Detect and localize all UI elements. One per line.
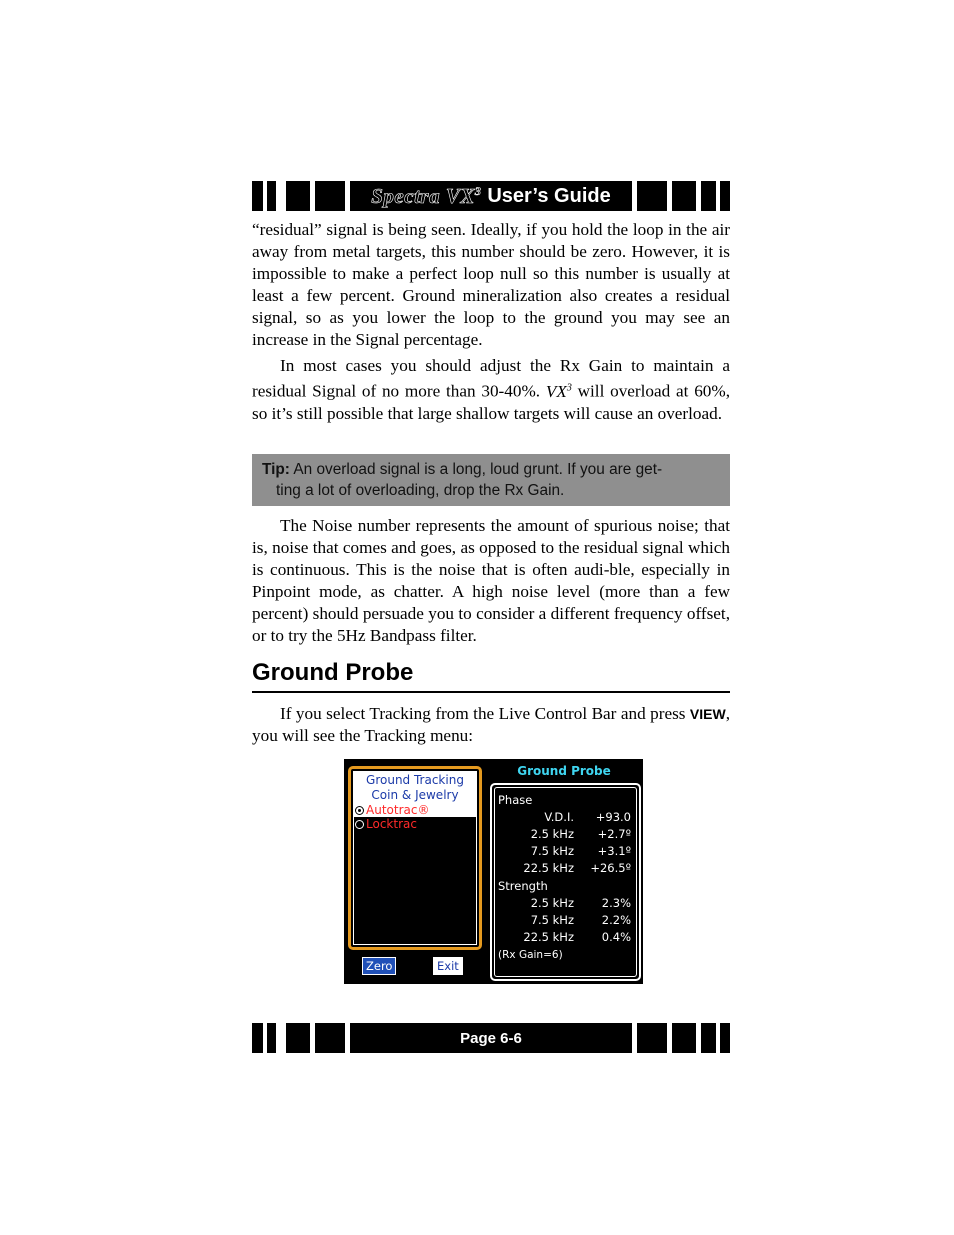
paragraph-residual: “residual” signal is being seen. Ideally, if you hold the loop in the air away from metal targets, this number should be zero. However, it is impossible to make a perfect loop null so this number is usually at least a few percent. Ground mineralization also creates a residual signal, so as you lower the loop to the ground you may see an increase in the Signal percentage. <box>252 220 730 349</box>
header-bar <box>252 181 730 211</box>
page-number-text: Page 6-6 <box>460 1029 522 1047</box>
guide-title: User’s Guide <box>487 184 611 207</box>
row-label: 22.5 kHz <box>523 861 574 875</box>
bar-block <box>637 181 667 211</box>
option-autotrac[interactable] <box>354 803 476 817</box>
paragraph-text: If you select Tracking from the Live Control Bar and press <box>280 704 690 723</box>
ground-probe-readout <box>494 787 637 977</box>
tip-text: An overload signal is a long, loud grunt. If you are get- <box>289 461 663 478</box>
row-value: 0.4% <box>601 930 631 944</box>
paragraph-text: , you will see the Tracking menu: <box>252 704 730 745</box>
row-value: 2.3% <box>601 896 631 910</box>
paragraph-text: will overload at 60%, so it’s still possible that large shallow targets will cause an overload. <box>252 381 730 423</box>
strength-label: Strength <box>498 879 548 893</box>
bar-block <box>252 1023 263 1053</box>
bar-block <box>267 1023 276 1053</box>
paragraph-text: In most cases you should adjust the Rx Gain to maintain a residual Signal of no more than 30-40%. <box>252 356 730 401</box>
ground-tracking-header <box>354 772 476 803</box>
vx3-name: $VX^3$ <box>545 381 572 401</box>
row-value: 2.2% <box>601 913 631 927</box>
tracking-menu-screenshot <box>344 759 643 984</box>
bar-block <box>637 1023 667 1053</box>
phase-row-2-5khz <box>495 827 636 844</box>
zero-button[interactable]: Zero <box>362 957 396 975</box>
row-value: +26.5º <box>590 861 631 875</box>
row-label: 7.5 kHz <box>530 913 574 927</box>
phase-row-7-5khz <box>495 844 636 861</box>
bar-block <box>701 1023 716 1053</box>
phase-row-vdi <box>495 810 636 827</box>
ground-probe-title: Ground Probe <box>517 764 611 778</box>
bar-block <box>701 181 716 211</box>
bar-block <box>720 1023 730 1053</box>
coin-jewelry-subtitle: Coin & Jewelry <box>371 788 459 802</box>
ground-tracking-title: Ground Tracking <box>366 773 464 787</box>
tip-line-1 <box>262 459 720 480</box>
ground-tracking-list <box>353 771 477 945</box>
strength-row-22-5khz <box>495 930 636 947</box>
bar-block <box>286 1023 310 1053</box>
radio-unselected-icon[interactable] <box>355 820 364 829</box>
tip-line-2: ting a lot of overloading, drop the Rx Gain. <box>276 482 565 499</box>
bar-block <box>315 1023 345 1053</box>
view-key-label: VIEW <box>689 706 726 722</box>
row-value: +93.0 <box>595 810 631 824</box>
paragraph-rx-gain <box>252 355 730 425</box>
radio-selected-icon[interactable] <box>355 806 364 815</box>
paragraph-ground-probe <box>252 703 730 747</box>
rx-gain-readout: (Rx Gain=6) <box>498 949 563 961</box>
bar-block <box>672 181 696 211</box>
paragraph-noise: The Noise number represents the amount of spurious noise; that is, noise that comes and goes, as opposed to the residual signal which is continuous. This is the noise that is often audi-ble, especially in Pinpoint mode, as chatter. A high noise level (more than a few percent) should persuade you to consider a different frequency offset, or to try the 5Hz Bandpass filter. <box>252 516 730 645</box>
bar-block <box>286 181 310 211</box>
product-name: Spectra $VX^3$ <box>371 183 482 208</box>
phase-row-22-5khz <box>495 861 636 878</box>
ground-probe-panel <box>490 783 641 981</box>
row-label: 2.5 kHz <box>530 827 574 841</box>
row-value: +3.1º <box>597 844 631 858</box>
header-title <box>350 181 632 211</box>
tip-box <box>252 454 730 506</box>
row-label: 22.5 kHz <box>523 930 574 944</box>
page-number <box>350 1023 632 1053</box>
exit-button[interactable]: Exit <box>433 957 463 975</box>
section-heading: Ground Probe <box>252 657 730 693</box>
bar-block <box>672 1023 696 1053</box>
footer-bar <box>252 1023 730 1053</box>
tip-label: Tip: <box>262 461 290 478</box>
option-locktrac[interactable] <box>354 817 476 831</box>
phase-label: Phase <box>498 793 533 807</box>
strength-row-7-5khz <box>495 913 636 930</box>
row-value: +2.7º <box>597 827 631 841</box>
bar-block <box>720 181 730 211</box>
bar-block <box>267 181 276 211</box>
row-label: 7.5 kHz <box>530 844 574 858</box>
bar-block <box>315 181 345 211</box>
ground-tracking-panel <box>348 766 482 950</box>
option-label: Autotrac® <box>366 803 430 817</box>
strength-row-2-5khz <box>495 896 636 913</box>
row-label: 2.5 kHz <box>530 896 574 910</box>
option-label: Locktrac <box>366 817 417 831</box>
row-label: V.D.I. <box>544 810 574 824</box>
bar-block <box>252 181 263 211</box>
